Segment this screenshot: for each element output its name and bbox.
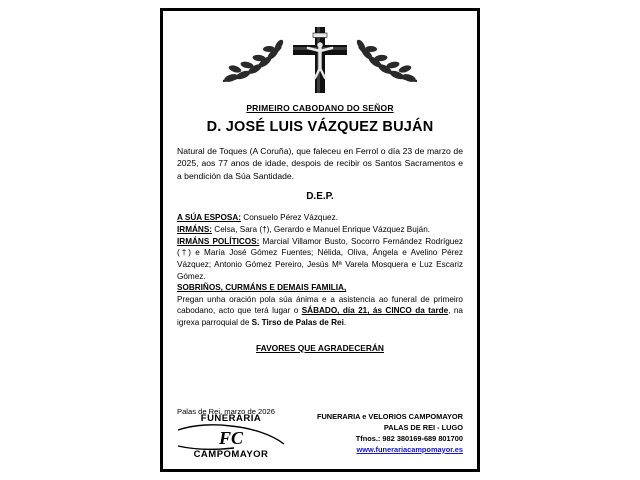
notice-kicker: PRIMEIRO CABODANO DO SEÑOR	[246, 103, 394, 113]
notice-paragraph: Natural de Toques (A Coruña), que faleceu en Ferrol o día 23 de marzo de 2025, aos 77 anos de idade, despois de recibir os Santos Sacramentos e a bendición da Súa Santidade.	[177, 146, 463, 181]
logo-top-text: FUNERARIA	[200, 413, 262, 424]
dep-text: D.E.P.	[306, 191, 334, 203]
company-website-link[interactable]: www.funerariacampomayor.es	[356, 444, 463, 454]
closing-pre: Pregan unha oración pola súa ánima e a asistencia ao funeral de primeiro cabodano, acto que terá lugar o	[177, 294, 463, 316]
laurel-left-icon	[223, 38, 285, 83]
family-closing-line	[177, 294, 463, 329]
svg-text:FC: FC	[218, 427, 244, 448]
company-name: FUNERARIA e VELORIOS CAMPOMAYOR	[316, 411, 463, 421]
laurel-right-icon	[355, 38, 417, 83]
family-inlaws-line	[177, 236, 463, 283]
family-list	[177, 212, 463, 328]
spouse-text: Consuelo Pérez Vázquez.	[241, 213, 338, 223]
siblings-label: IRMÁNS:	[177, 225, 213, 234]
place-and-date: Palas de Rei, marzo de 2026	[177, 407, 275, 416]
favores-text: FAVORES QUE AGRADECERÁN	[256, 342, 384, 353]
closing-mid: , na igrexa parroquial de	[177, 306, 463, 328]
family-spouse-line	[177, 212, 463, 224]
deceased-name: D. JOSÉ LUIS VÁZQUEZ BUJÁN	[206, 119, 434, 135]
cross-laurel-crest	[205, 21, 435, 99]
company-location: PALAS DE REI - LUGO	[383, 422, 463, 432]
funeral-notice-card	[160, 8, 480, 472]
closing-end: .	[343, 318, 347, 328]
company-phones: Tfnos.: 982 380169-689 801700	[355, 433, 463, 443]
inlaws-text: Marcial Villamor Busto, Socorro Fernández Rodríguez (†) e María José Gómez Fuentes; Nélida, Oliva, Ángela e Avelino Pérez Vázquez; Antonio Gómez Pereiro, Jesús Mª Varela Mosquera e Luz Escariz Gómez.	[177, 236, 463, 281]
company-contact-block	[267, 411, 463, 455]
family-others-line	[177, 282, 463, 294]
notice-footer	[177, 403, 463, 459]
closing-church: S. Tirso de Palas de Rei	[251, 318, 344, 328]
siblings-text: Celsa, Sara (†), Gerardo e Manuel Enrique Vázquez Buján.	[212, 225, 431, 234]
crucifix-icon	[293, 27, 347, 93]
closing-highlight: SÁBADO, día 21, ás CINCO da tarde	[301, 306, 449, 316]
logo-bottom-text: CAMPOMAYOR	[193, 448, 269, 460]
family-siblings-line	[177, 224, 463, 236]
others-label: SOBRIÑOS, CURMÁNS E DEMAIS FAMILIA,	[177, 283, 347, 293]
inlaws-label: IRMÁNS POLÍTICOS:	[177, 236, 260, 246]
spouse-label: A SÚA ESPOSA:	[177, 213, 241, 223]
